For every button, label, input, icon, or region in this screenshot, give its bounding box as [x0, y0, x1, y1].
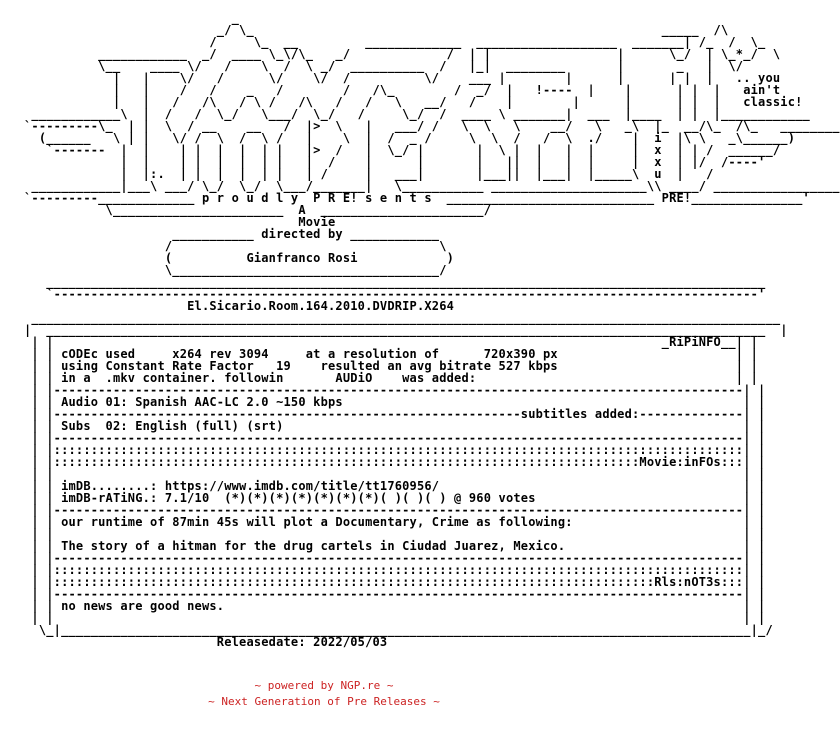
footer-powered-by: ~ powered by NGP.re ~	[254, 679, 394, 692]
nfo-text: _ _/ \_ _____ /\ / \_ __ _____________ ___________________ _______| /_ / \_ ____________ _/ ____ \_\/\_ _/ / | | | \_/ | \_*_/ \ \__ ____ \/ / \ / \ _/ __________ / |_| ________ | _ | \/ | | \/ / \/ \/ / \/ ___ | | | | | | .. you | | / / _ / / /\_ / _/ | !---- | | | | | ain't | | / /\ / \ / /\ / / \ __/ / | | | | | | classic! ____________\ | / / \_/ \___/ \_/ / \_/ / ____ \ _______| ___ |____ | | |____________ `---------\_ | | \ / __ __ / |> \ | ___/ / \ \ \ __/ \ _\ |_ __/\_ /\_ ________ (______ \ | | \/ / \ / \ / | \ | / _ / \ \ / / \ ./ | i |\ \ _\______) `------- | | | | | | | | |> / | \_/ | | \ | | | | | x | | / ______/ | | | | | | | | | / | | | || | | | | x | |/ /----' | |:. | | | | | | | / | ___| |___|| |___| |_____\ u | / ____________|___\ ___/ \_/ \_/ \___/_______| \___________ _____________________\\ ____/ _________________ `---------_____________ p r o u d l y P R E! s e n t s ____________________________ PRE!_______________' \_______________________ A ______________________/ Movie ___________ directed by ____________ / \ ( Gianfranco Rosi ) \____________________________________/ _________________________________________________________________________________________________ `-----------------------------------------------------------------------------------------------' El.Sicario.Room.164.2010.DVDRIP.X264 _____________________________________________________________________________________________________ | _________________________________________________________________________________________________ | | | _RiPiNFO__| | | | cODEc used x264 rev 3094 at a resolution of 720x390 px | | | | using Constant Rate Factor 19 resulted an avg bitrate 527 kbps | | | | in a .mkv container. followin AUDiO was added: | | | |---------------------------------------------------------------------------------------------| | | | Audio 01: Spanish AAC-LC 2.0 ~150 kbps | | | |---------------------------------------------------------------subtitles added:--------------| | | | Subs 02: English (full) (srt) | | | |---------------------------------------------------------------------------------------------| | | |:::::::::::::::::::::::::::::::::::::::::::::::::::::::::::::::::::::::::::::::::::::::::::::| | | |:::::::::::::::::::::::::::::::::::::::::::::::::::::::::::::::::::::::::::::::Movie:inFOs:::| | | | | | | | imDB........: https://www.imdb.com/title/tt1760956/ | | | | imDB-rATiNG.: 7.1/10 (*)(*)(*)(*)(*)(*)(*)( )( )( ) @ 960 votes | | | |---------------------------------------------------------------------------------------------| | | | our runtime of 87min 45s will plot a Documentary, Crime as following: | | | | | | | | The story of a hitman for the drug cartels in Ciudad Juarez, Mexico. | | | |---------------------------------------------------------------------------------------------| | | |:::::::::::::::::::::::::::::::::::::::::::::::::::::::::::::::::::::::::::::::::::::::::::::| | | |:::::::::::::::::::::::::::::::::::::::::::::::::::::::::::::::::::::::::::::::::Rls:nOT3s:::| | | |---------------------------------------------------------------------------------------------| | | | no news are good news. | | | | | | \_|_____________________________________________________________________________________________|_/ Releasedate: 2022/05/03	[24, 11, 840, 649]
footer-tagline: ~ Next Generation of Pre Releases ~	[208, 695, 440, 708]
